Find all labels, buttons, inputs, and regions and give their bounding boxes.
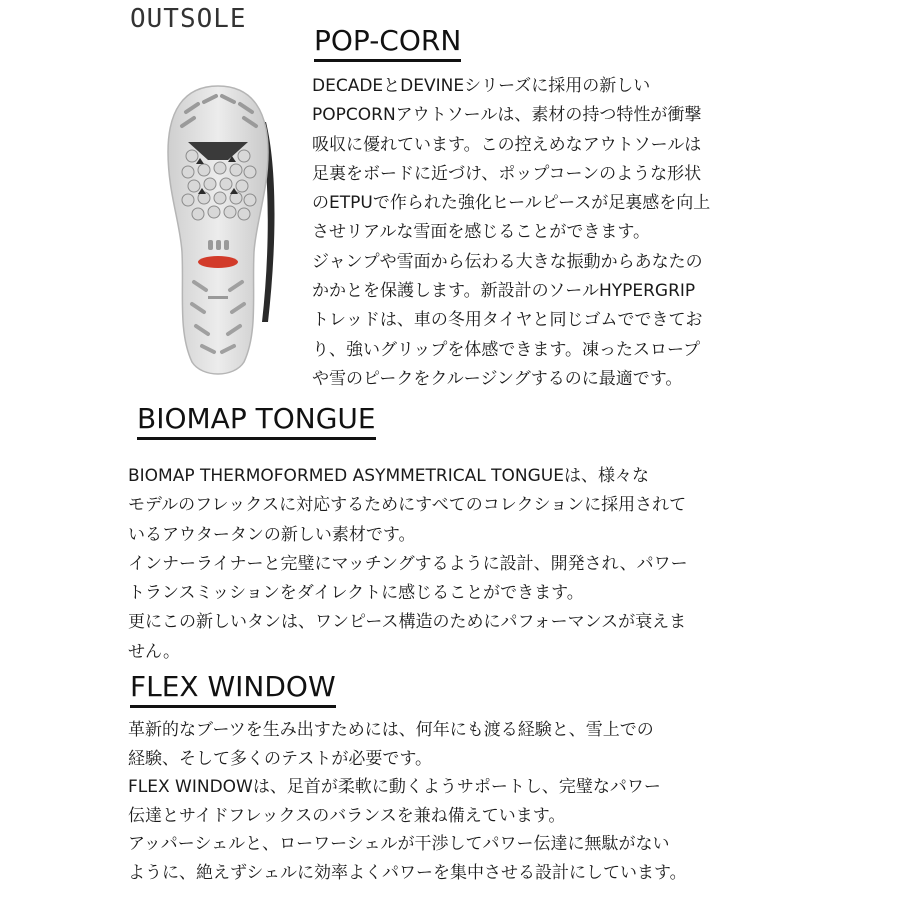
biomap-paragraph [128, 462, 688, 667]
text-line: トランスミッションをダイレクトに感じることができます。 [128, 583, 584, 604]
text-line: 経験、そして多くのテストが必要です。 [128, 748, 432, 769]
popcorn-heading: POP-CORN [314, 24, 461, 62]
text-line: モデルのフレックスに対応するためにすべてのコレクションに採用されて [128, 495, 687, 516]
text-line: ように、絶えずシェルに効率よくパワーを集中させる設計にしています。 [128, 862, 687, 883]
text-line: POPCORNアウトソールは、素材の持つ特性が衝撃 [312, 105, 702, 126]
biomap-heading: BIOMAP TONGUE [137, 402, 376, 440]
text-line: せん。 [128, 641, 181, 662]
text-line: 革新的なブーツを生み出すためには、何年にも渡る経験と、雪上での [128, 720, 654, 740]
text-line: 吸収に優れています。この控えめなアウトソールは [312, 134, 702, 155]
text-line: 更にこの新しいタンは、ワンピース構造のためにパフォーマンスが衰えま [128, 612, 687, 633]
text-line: り、強いグリップを体感できます。凍ったスロープ [312, 339, 701, 360]
text-line: FLEX WINDOWは、足首が柔軟に動くようサポートし、完璧なパワー [128, 777, 661, 797]
text-line: いるアウタータンの新しい素材です。 [128, 524, 416, 545]
text-line: トレッドは、車の冬用タイヤと同じゴムでできてお [312, 310, 703, 331]
flex-window-heading: FLEX WINDOW [130, 670, 336, 708]
text-line: かかとを保護します。新設計のソールHYPERGRIP [312, 281, 696, 302]
text-line: DECADEとDEVINEシリーズに採用の新しい [312, 76, 651, 96]
text-line: 伝達とサイドフレックスのバランスを兼ね備えています。 [128, 805, 566, 826]
outsole-label: OUTSOLE [130, 4, 247, 34]
text-line: ジャンプや雪面から伝わる大きな振動からあなたの [312, 251, 703, 272]
text-line: インナーライナーと完璧にマッチングするように設計、開発され、パワー [128, 553, 688, 574]
popcorn-paragraph [312, 72, 710, 394]
flex-window-paragraph [128, 716, 687, 887]
text-line: させリアルな雪面を感じることができます。 [312, 222, 650, 243]
text-line: 足裏をボードに近づけ、ポップコーンのような形状 [312, 163, 702, 184]
text-line: アッパーシェルと、ローワーシェルが干渉してパワー伝達に無駄がない [128, 834, 670, 854]
text-line: BIOMAP THERMOFORMED ASYMMETRICAL TONGUEは、様々な [128, 466, 649, 486]
text-line: や雪のピークをクルージングするのに最適です。 [312, 368, 683, 389]
outsole-image [158, 82, 278, 382]
text-line: のETPUで作られた強化ヒールピースが足裏感を向上 [312, 193, 711, 214]
